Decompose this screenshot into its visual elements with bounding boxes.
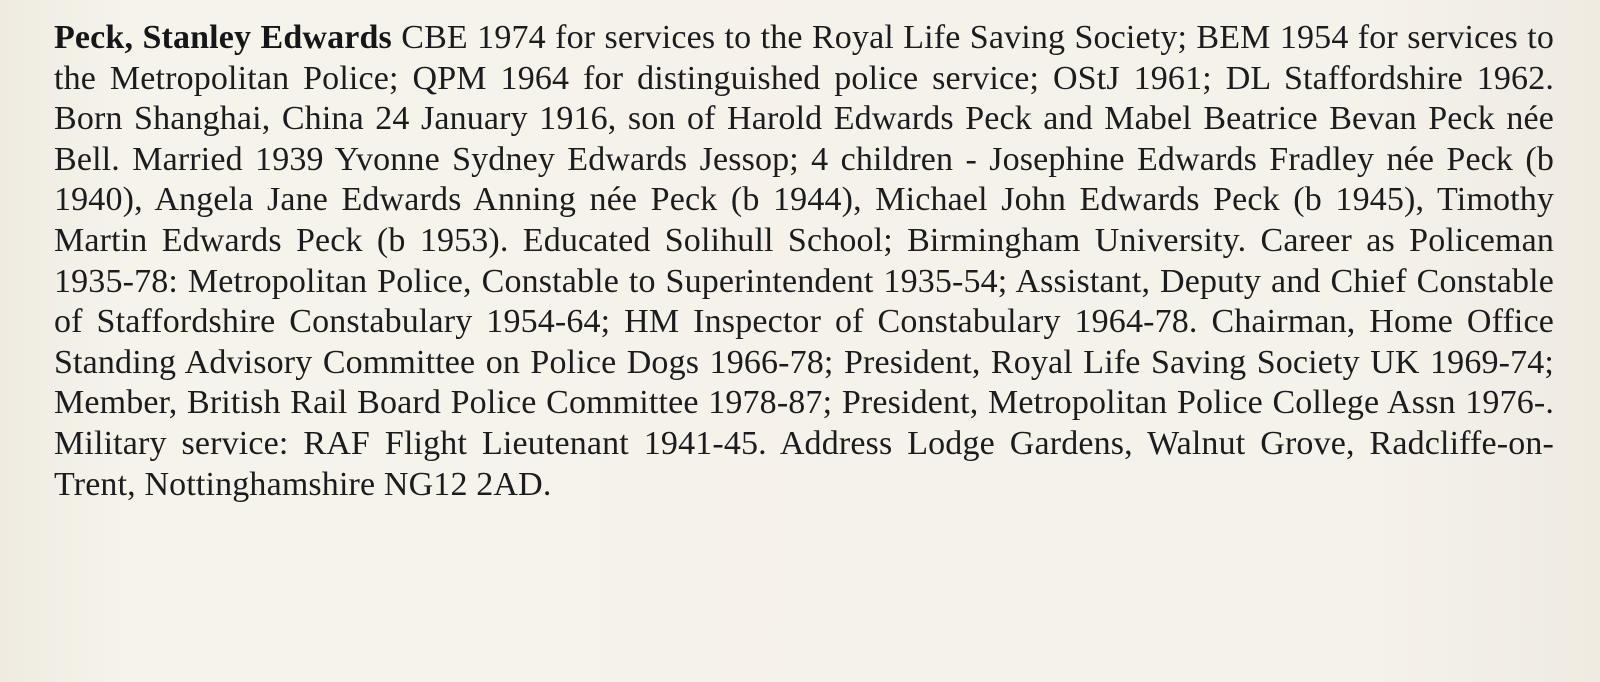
entry-text: CBE 1974 for services to the Royal Life Saving Society; BEM 1954 for services to the Metropolitan Police; QPM 1964 for distinguished police service; OStJ 1961; DL Staffordshire 1962. Born Shanghai, China 24 January 1916, son of Harold Edwards Peck and Mabel Beatrice Bevan Peck née Bell. Married 1939 Yvonne Sydney Edwards Jessop; 4 children - Josephine Edwards Fradley née Peck (b 1940), Angela Jane Edwards Anning née Peck (b 1944), Michael John Edwards Peck (b 1945), Timothy Martin Edwards Peck (b 1953). Educated Solihull School; Birmingham University. Career as Policeman 1935-78: Metropolitan Police, Constable to Superintendent 1935-54; Assistant, Deputy and Chief Constable of Staffordshire Constabulary 1954-64; HM Inspector of Constabulary 1964-78. Chairman, Home Office Standing Advisory Committee on Police Dogs 1966-78; President, Royal Life Saving Society UK 1969-74; Member, British Rail Board Police Committee 1978-87; President, Metropolitan Police College Assn 1976-. Military service: RAF Flight Lieutenant 1941-45. Address Lodge Gardens, Walnut Grove, Radcliffe-on-Trent, Nottinghamshire NG12 2AD. xyxy=(54,19,1555,503)
biography-entry xyxy=(54,18,1554,505)
entry-name: Peck, Stanley Edwards xyxy=(54,19,392,56)
